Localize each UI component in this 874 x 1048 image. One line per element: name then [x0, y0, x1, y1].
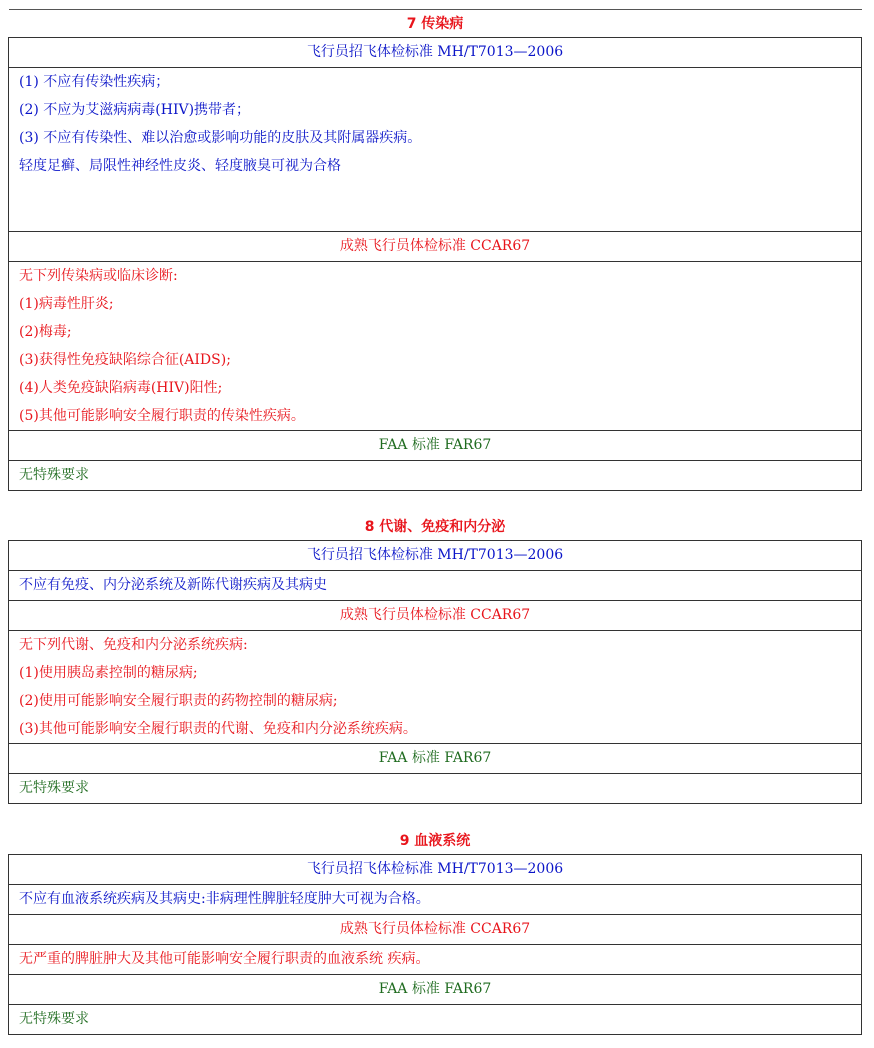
standards-table: [8, 540, 862, 804]
requirement-line: (2) 不应为艾滋病病毒(HIV)携带者；: [19, 102, 251, 118]
requirement-line: 轻度足癣、局限性神经性皮炎、轻度腋臭可视为合格: [19, 158, 341, 174]
ccar-standard-content: [9, 262, 862, 431]
mh-standard-header: 飞行员招飞体检标准 MH/T7013—2006: [9, 38, 862, 68]
mh-standard-content: 不应有免疫、内分泌系统及新陈代谢疾病及其病史: [9, 571, 862, 601]
ccar-standard-header: 成熟飞行员体检标准 CCAR67: [9, 232, 862, 262]
mh-standard-header: 飞行员招飞体检标准 MH/T7013—2006: [9, 855, 862, 885]
mh-standard-content: [9, 68, 862, 232]
faa-standard-header: FAA 标准 FAR67: [9, 975, 862, 1005]
requirement-line: (2)梅毒;: [19, 324, 72, 340]
section-title: 7 传染病: [406, 16, 464, 32]
requirement-line: (1) 不应有传染性疾病；: [19, 74, 170, 90]
requirement-line: (1)病毒性肝炎;: [19, 296, 114, 312]
section-title: 8 代谢、免疫和内分泌: [364, 519, 506, 535]
ccar-standard-content: 无严重的脾脏肿大及其他可能影响安全履行职责的血液系统 疾病。: [9, 945, 862, 975]
requirement-line: (2)使用可能影响安全履行职责的药物控制的糖尿病;: [19, 693, 338, 709]
ccar-standard-header: 成熟飞行员体检标准 CCAR67: [9, 601, 862, 631]
requirement-line: 无下列代谢、免疫和内分泌系统疾病:: [19, 637, 248, 653]
mh-standard-content: 不应有血液系统疾病及其病史:非病理性脾脏轻度肿大可视为合格。: [9, 885, 862, 915]
requirement-line: (4)人类免疫缺陷病毒(HIV)阳性;: [19, 380, 223, 396]
requirement-line: (3) 不应有传染性、难以治愈或影响功能的皮肤及其附属器疾病。: [19, 130, 422, 146]
requirement-line: (5)其他可能影响安全履行职责的传染性疾病。: [19, 408, 305, 424]
mh-standard-header: 飞行员招飞体检标准 MH/T7013—2006: [9, 541, 862, 571]
faa-standard-content: 无特殊要求: [9, 1005, 862, 1035]
faa-standard-content: 无特殊要求: [9, 774, 862, 804]
standards-table: [8, 854, 862, 1035]
section-blood-system: [8, 832, 862, 1035]
requirement-line: 无下列传染病或临床诊断:: [19, 268, 178, 284]
section-infectious-disease: [8, 15, 862, 491]
ccar-standard-header: 成熟飞行员体检标准 CCAR67: [9, 915, 862, 945]
section-metabolism-immunity-endocrine: [8, 518, 862, 804]
requirement-line: (3)其他可能影响安全履行职责的代谢、免疫和内分泌系统疾病。: [19, 721, 417, 737]
faa-standard-header: FAA 标准 FAR67: [9, 431, 862, 461]
faa-standard-header: FAA 标准 FAR67: [9, 744, 862, 774]
requirement-line: (3)获得性免疫缺陷综合征(AIDS);: [19, 352, 231, 368]
ccar-standard-content: [9, 631, 862, 744]
requirement-line: (1)使用胰岛素控制的糖尿病;: [19, 665, 198, 681]
faa-standard-content: 无特殊要求: [9, 461, 862, 491]
standards-table: [8, 37, 862, 491]
top-rule: [9, 9, 862, 10]
section-title: 9 血液系统: [399, 833, 471, 849]
